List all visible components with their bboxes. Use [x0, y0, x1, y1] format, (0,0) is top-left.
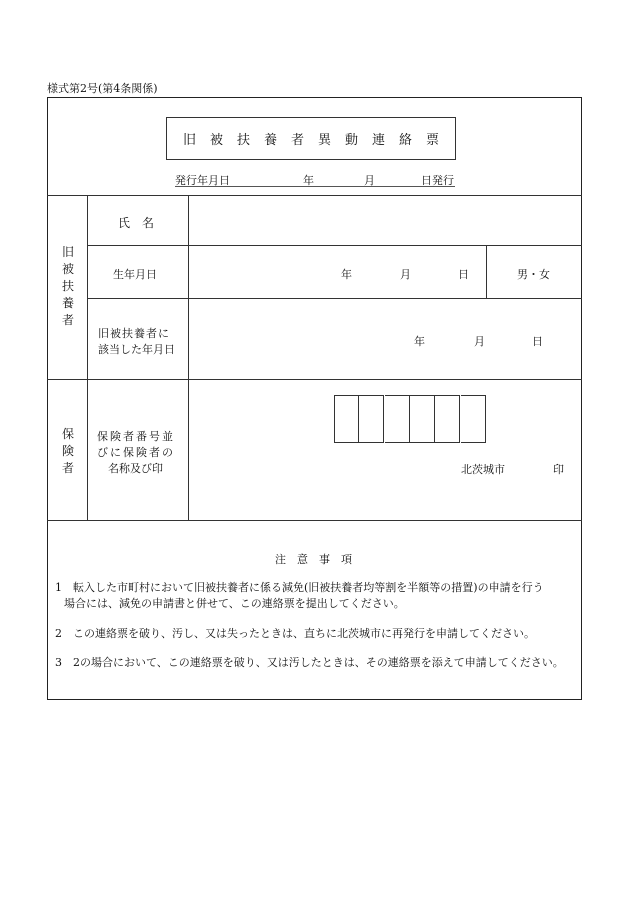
insurer-number-box: [410, 395, 435, 443]
birth-year: 年: [341, 268, 352, 281]
divider-former-dependent: [47, 379, 582, 380]
form-number-label: 様式第2号(第4条関係): [47, 82, 158, 95]
insurer-city: 北茨城市: [461, 463, 505, 476]
issue-year: 年: [303, 174, 314, 187]
divider-label-col: [188, 195, 189, 520]
qualify-year: 年: [414, 335, 425, 348]
divider-gender-col: [486, 245, 487, 298]
insurer-label-line2: びに保険者の: [97, 446, 175, 459]
issue-date-underline: [175, 186, 455, 187]
former-dependent-heading: 旧 被 扶 養 者: [61, 245, 74, 327]
insurer-number-box: [385, 395, 410, 443]
seal-mark: 印: [553, 463, 564, 476]
insurer-number-box: [334, 395, 359, 443]
insurer-number-box: [461, 395, 486, 443]
insurer-label-line1: 保険者番号並: [97, 430, 175, 443]
insurer-heading: 保 険 者: [61, 427, 74, 475]
note-item-1-line1: 1 転入した市町村において旧被扶養者に係る減免(旧被扶養者均等割を半額等の措置)の申請を行う: [55, 581, 544, 594]
issue-month: 月: [364, 174, 375, 187]
birth-day: 日: [458, 268, 469, 281]
divider-title: [47, 195, 582, 196]
divider-insurer: [47, 520, 582, 521]
divider-name: [87, 245, 582, 246]
note-item-1-line2: 場合には、減免の申請書と併せて、この連絡票を提出してください。: [64, 597, 405, 610]
insurer-label-line3: 名称及び印: [108, 462, 163, 475]
qualify-day: 日: [532, 335, 543, 348]
gender-choice: 男・女: [517, 268, 550, 281]
note-item-3: 3 2の場合において、この連絡票を破り、又は汚したときは、その連絡票を添えて申請してください。: [55, 656, 564, 669]
form-title: 旧被扶養者異動連絡票: [166, 117, 456, 160]
qualify-date-label-line2: 該当した年月日: [98, 343, 175, 356]
qualify-date-label-line1: 旧被扶養者に: [98, 327, 170, 340]
issue-date-label: 発行年月日: [175, 174, 230, 187]
birthdate-label: 生年月日: [113, 268, 157, 281]
divider-heading-col: [87, 195, 88, 520]
note-item-2: 2 この連絡票を破り、汚し、又は失ったときは、直ちに北茨城市に再発行を申請してください。: [55, 627, 535, 640]
qualify-month: 月: [474, 335, 485, 348]
insurer-number-box: [435, 395, 460, 443]
name-label: 氏 名: [118, 216, 155, 230]
notes-heading: 注 意 事 項: [275, 553, 352, 566]
insurer-number-box: [359, 395, 384, 443]
issue-day: 日発行: [421, 174, 454, 187]
birth-month: 月: [400, 268, 411, 281]
divider-birth: [87, 298, 582, 299]
